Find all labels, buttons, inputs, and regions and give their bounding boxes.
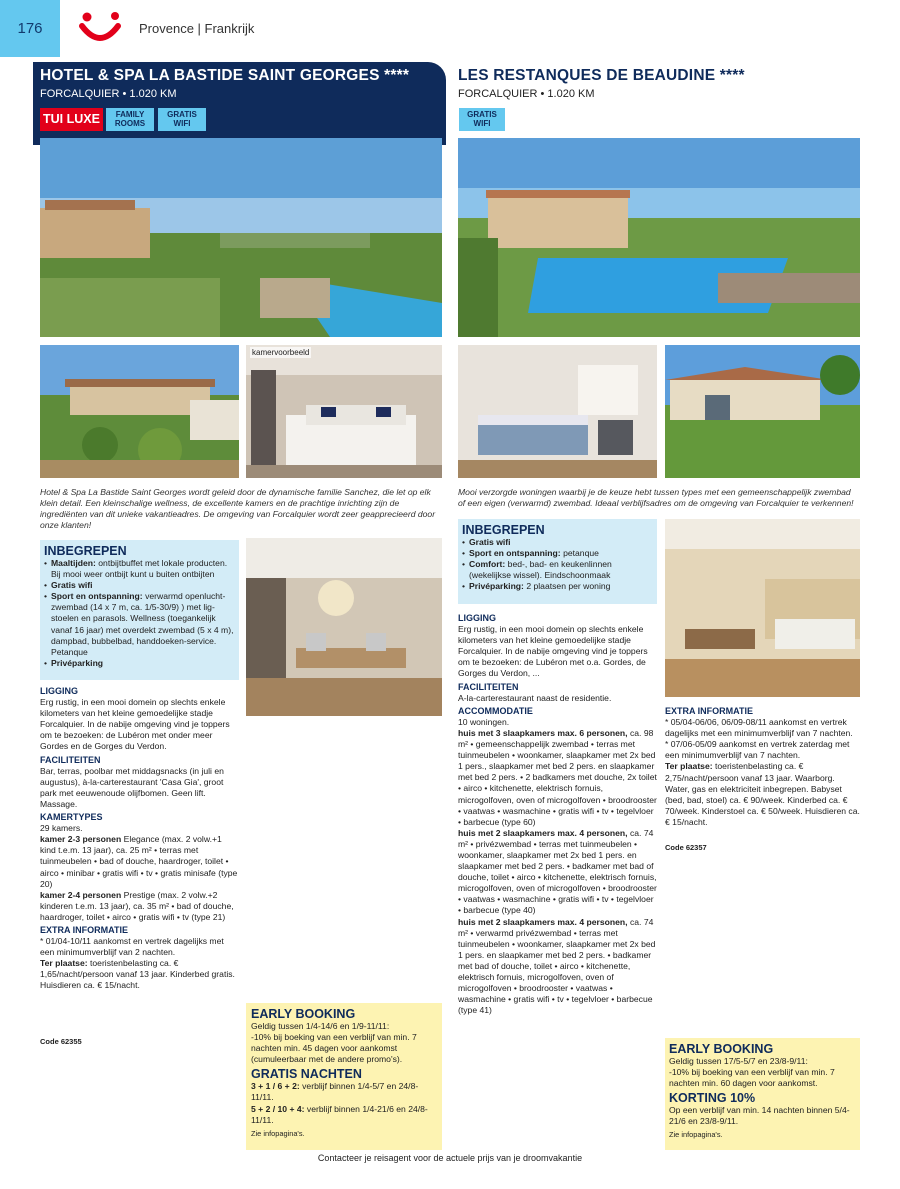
extra-text: * 01/04-10/11 aankomst en vertrek dagelijks met een minimumverblijf van 2 nachten.: [40, 936, 224, 958]
early-booking-title: EARLY BOOKING: [669, 1042, 774, 1056]
included-item: [44, 580, 236, 591]
included-section: [462, 523, 654, 592]
ligging-title: LIGGING: [40, 686, 78, 696]
text-fragment: Gratis wifi: [51, 580, 93, 591]
text-fragment: Comfort:: [469, 559, 506, 570]
booking-code: Code 62357: [665, 843, 707, 852]
restaurant-photo: [246, 538, 442, 716]
tui-luxe-badge: TUI LUXE: [40, 108, 103, 131]
footer-note: Contacteer je reisagent voor de actuele prijs van je droomvakantie: [317, 1153, 583, 1163]
kamer-type: [40, 890, 239, 923]
included-item: [462, 559, 654, 581]
included-item: [462, 548, 654, 559]
text-fragment: huis met 2 slaapkamers max. 4 personen,: [458, 827, 628, 838]
accommodatie-title: ACCOMMODATIE: [458, 705, 533, 716]
residence-bedroom-photo: [458, 345, 657, 478]
family-rooms-badge: FAMILY ROOMS: [106, 108, 154, 131]
gratis-offer: [251, 1104, 439, 1126]
ligging-text: Erg rustig, in een mooi domein op slechts enkele kilometers van het kleine gemoedelijke stadje Forcalquier. In de nabije omgeving vind je toppers om te bezoeken: de Lubéron met onder meer Gordes en de Gorges du Verdon.: [40, 697, 230, 752]
included-item: [462, 537, 654, 548]
kamertypes-count: 29 kamers.: [40, 823, 83, 834]
tui-logo-icon: [78, 10, 122, 48]
text-fragment: Prestige (max. 2 volw.+2 kinderen t.e.m. 13 jaar), ca. 35 m² • bad of douche, haardroger, toilet • airco • gratis wifi • tv (type 21): [40, 889, 234, 922]
residence-house-photo: [665, 345, 860, 478]
booking-code: Code 62355: [40, 1037, 82, 1046]
text-fragment: toeristenbelasting ca. € 2,75/nacht/persoon vanaf 13 jaar. Waarborg. Water, gas en elektriciteit inbegrepen. Babyset (bed, bad, stoel) ca. € 90/week. Kinderbed ca. € 70/week. Kinderstoel ca. € 50/week. Huisdieren ca. € 15/nacht.: [665, 761, 860, 827]
early-booking-title: EARLY BOOKING: [251, 1007, 356, 1021]
hotel-details: [40, 686, 239, 992]
ter-plaatse: [665, 761, 860, 828]
text-fragment: verwarmd openlucht-zwembad (14 x 7 m, ca. 1/5-30/9) ) met lig-stoelen en parasols. Wellness (toegankelijk vanaf 16 jaar) met overdekt zwembad (5 x 4 m), dampbad, bubbelbad, handdoeken-service. Petanque: [51, 591, 234, 657]
korting-text: Op een verblijf van min. 14 nachten binnen 5/4-21/6 en 23/8-9/11.: [669, 1105, 850, 1127]
gratis-offer: [251, 1081, 439, 1103]
included-item: [462, 581, 654, 592]
gratis-wifi-badge: GRATIS WIFI: [158, 108, 206, 131]
text-fragment: 5 + 2 / 10 + 4:: [251, 1103, 305, 1114]
text-fragment: Privéparking: [51, 657, 104, 668]
included-title: INBEGREPEN: [44, 544, 127, 558]
faciliteiten-text: Bar, terras, poolbar met middagsnacks (in juli en augustus), à-la-carterestaurant 'Casa Gia', groot park met eeuwenoude olijfbomen. Geen lift. Massage.: [40, 765, 224, 809]
residence-details: [458, 613, 657, 1016]
ligging-text: Erg rustig, in een mooi domein op slechts enkele kilometers van het kleine gemoedelijke stadje Forcalquier. In de nabije omgeving vind je toppers om te bezoeken: de Lubéron met o.a. Gordes, de Gorges du Verdon, ...: [458, 624, 648, 679]
text-fragment: Gratis wifi: [469, 537, 511, 547]
korting-title: KORTING 10%: [669, 1091, 756, 1106]
text-fragment: Ter plaatse:: [665, 761, 713, 772]
text-fragment: petanque: [563, 548, 599, 559]
early-booking-period: Geldig tussen 17/5-5/7 en 23/8-9/11:: [669, 1056, 808, 1066]
text-fragment: Privéparking:: [469, 581, 524, 592]
extra-text: * 05/04-06/06, 06/09-08/11 aankomst en vertrek dagelijks met een minimumverblijf van 7 nachten.: [665, 717, 853, 739]
hotel-location: FORCALQUIER • 1.020 KM: [458, 88, 595, 100]
text-fragment: Ter plaatse:: [40, 958, 88, 969]
text-fragment: kamer 2-3 personen: [40, 834, 122, 845]
text-fragment: verblijf binnen 1/4-21/6 en 24/8-11/11.: [251, 1103, 428, 1125]
ligging-title: LIGGING: [458, 613, 496, 623]
house-type: [458, 917, 657, 1017]
text-fragment: ontbijtbuffet met lokale producten. Bij mooi weer ontbijt kunt u buiten ontbijten: [51, 558, 228, 580]
extra-title: EXTRA INFORMATIE: [665, 706, 753, 716]
early-booking-text: -10% bij boeking van een verblijf van min. 7 nachten min. 60 dagen voor aankomst.: [669, 1067, 835, 1089]
gratis-nachten-title: GRATIS NACHTEN: [251, 1067, 362, 1082]
included-item: [44, 558, 236, 580]
page-number: 176: [0, 0, 60, 57]
early-booking-section: [251, 1007, 439, 1139]
included-title: INBEGREPEN: [462, 523, 545, 537]
faciliteiten-title: FACILITEITEN: [40, 754, 101, 765]
text-fragment: Sport en ontspanning:: [469, 548, 561, 559]
text-fragment: Sport en ontspanning:: [51, 591, 143, 602]
early-booking-text: -10% bij boeking van een verblijf van min. 7 nachten min. 45 dagen voor aankomst (cumuleerbaar met de andere promo's).: [251, 1032, 417, 1065]
text-fragment: 3 + 1 / 6 + 2:: [251, 1081, 300, 1092]
included-section: [44, 544, 236, 669]
text-fragment: Maaltijden:: [51, 558, 96, 568]
house-type: [458, 828, 657, 917]
gratis-wifi-badge: GRATIS WIFI: [459, 108, 505, 131]
kitchen-photo: [665, 519, 860, 697]
text-fragment: Elegance (max. 2 volw.+1 kind t.e.m. 13 jaar), ca. 25 m² • terras met tuinmeubelen • bad of douche, haardroger, toilet • airco • minibar • gratis wifi • tv • gratis minisafe (type 20): [40, 834, 238, 889]
hotel-title: HOTEL & SPA LA BASTIDE SAINT GEORGES ****: [40, 67, 410, 84]
ter-plaatse: [40, 958, 239, 991]
photo-label: kamervoorbeeld: [252, 348, 310, 357]
kamer-type: [40, 834, 239, 889]
region-label: Provence | Frankrijk: [139, 21, 255, 36]
faciliteiten-text: A-la-carterestaurant naast de residentie.: [458, 692, 612, 703]
text-fragment: verblijf binnen 1/4-5/7 en 24/8-11/11.: [251, 1081, 419, 1103]
hotel-garden-photo: [40, 345, 239, 478]
early-booking-period: Geldig tussen 1/4-14/6 en 1/9-11/11:: [251, 1021, 390, 1031]
text-fragment: 2 plaatsen per woning: [526, 581, 611, 592]
included-item: [44, 658, 236, 669]
text-fragment: ca. 74 m² • verwarmd privézwembad • terras met tuinmeubelen • woonkamer, slaapkamer met 2x bed 1 pers. en slaapkamer met bed 2 pers. • badkamer met bad of douche, toilet • airco • kitchenette, elektrisch fornuis, microgolfoven, oven of microgolfoven • broodrooster • vaatwas • wasmachine • gratis wifi • tv • tegelvloer • barbecue (type 41): [458, 916, 656, 1016]
text-fragment: toeristenbelasting ca. € 1,65/nacht/persoon vanaf 13 jaar. Kinderbed gratis. Huisdieren ca. € 15/nacht.: [40, 958, 235, 991]
residence-caption: Mooi verzorgde woningen waarbij je de keuze hebt tussen types met een gemeenschappelijk zwembad of een eigen (verwarmd) zwembad. Ideaal verblijfsadres om de omgeving van Forcalquier te verkennen!: [458, 487, 854, 508]
info-note: Zie infopagina's.: [251, 1128, 305, 1138]
residence-pool-photo: [458, 138, 860, 337]
room-photo: [246, 345, 442, 478]
early-booking-section: [669, 1042, 859, 1141]
hotel-pool-photo: [40, 138, 442, 337]
extra-info: [665, 706, 860, 828]
faciliteiten-title: FACILITEITEN: [458, 681, 519, 692]
hotel-title: LES RESTANQUES DE BEAUDINE ****: [458, 67, 745, 84]
text-fragment: ca. 98 m² • gemeenschappelijk zwembad • terras met tuinmeubelen • woonkamer, slaapkamer met 2x bed 1 pers., slaapkamer met bed 2 pers. en slaapkamer met bed 2 pers. • 2 badkamers met douche, 2x toilet • airco • kitchenette, elektrisch fornuis, microgolfoven, oven of microgolfoven • broodrooster • vaatwas • wasmachine • gratis wifi • tv • tegelvloer • barbecue (type 60): [458, 727, 657, 827]
accommodatie-count: 10 woningen.: [458, 716, 510, 727]
text-fragment: kamer 2-4 personen: [40, 889, 122, 900]
extra-title: EXTRA INFORMATIE: [40, 924, 128, 935]
hotel-caption: Hotel & Spa La Bastide Saint Georges wordt geleid door de dynamische familie Sanchez, die let op elk klein detail. Een kleinschalige wellness, de excellente kamers en de prachtige inrichting zijn de ingrediënten van dit unieke vakantieadres. De omgeving van Forcalquier wordt zeer geapprecieerd door onze klanten!: [40, 487, 436, 530]
text-fragment: huis met 3 slaapkamers max. 6 personen,: [458, 727, 628, 738]
house-type: [458, 728, 657, 828]
kamertypes-title: KAMERTYPES: [40, 812, 103, 823]
text-fragment: huis met 2 slaapkamers max. 4 personen,: [458, 916, 628, 927]
text-fragment: bed-, bad- en keukenlinnen (wekelijkse wissel). Eindschoonmaak: [469, 559, 612, 581]
info-note: Zie infopagina's.: [669, 1130, 723, 1140]
text-fragment: ca. 74 m² • privézwembad • terras met tuinmeubelen • woonkamer, slaapkamer met 2x bed 1 pers. en slaapkamer met bed 2 pers. • badkamer met bad of douche, toilet • airco • kitchenette, elektrisch fornuis, microgolfoven, oven of microgolfoven • broodrooster • vaatwas • wasmachine • gratis wifi • tv • tegelvloer • barbecue (type 40): [458, 827, 657, 916]
hotel-location: FORCALQUIER • 1.020 KM: [40, 88, 177, 100]
included-item: [44, 591, 236, 658]
extra-text: * 07/06-05/09 aankomst en vertrek zaterdag met een minimumverblijf van 7 nachten.: [665, 739, 850, 761]
